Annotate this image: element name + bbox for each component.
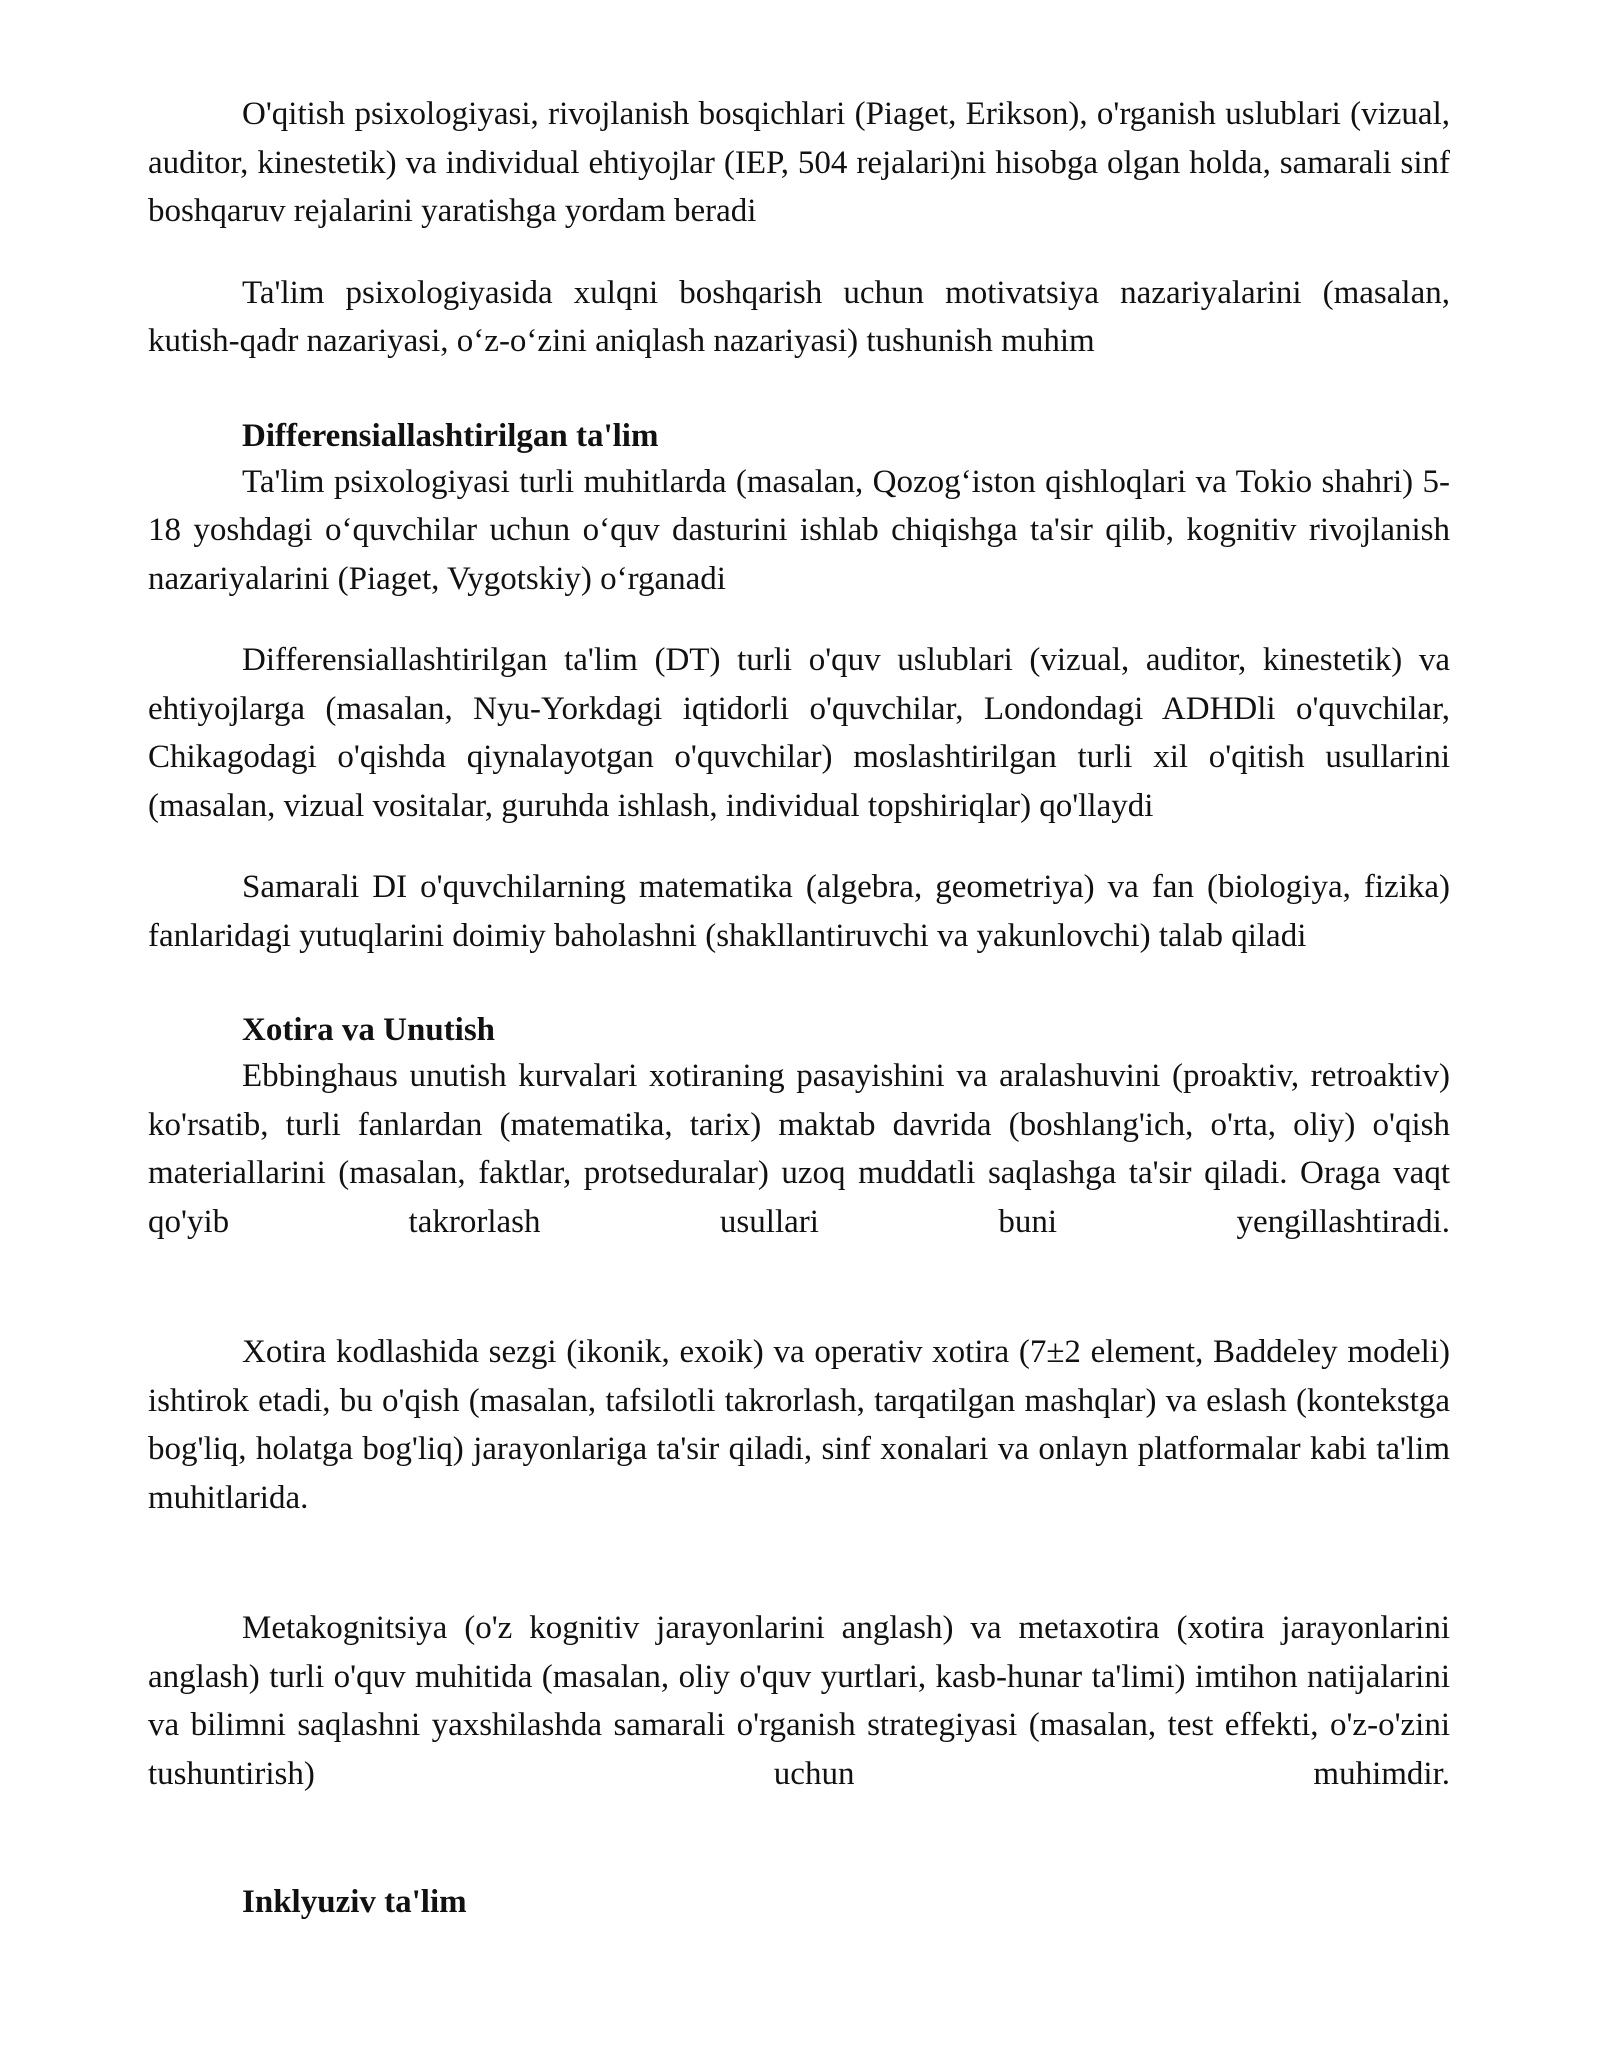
paragraph-differentiated-instruction: Differensiallashtirilgan ta'lim (DT) turli o'quv uslublari (vizual, auditor, kinestetik) va ehtiyojlarga (masalan, Nyu-Yorkdagi iqtidorli o'quvchilar, Londondagi ADHDli o'quvchilar, Chikagodagi o'qishda qiynalayotgan o'quvchilar) moslashtirilgan turli xil o'qitish usullarini (masalan, vizual vositalar, guruhda ishlash, individual topshiriqlar) qo'llaydi (148, 642, 1450, 824)
heading-differentiated-learning: Differensiallashtirilgan ta'lim (242, 417, 659, 454)
paragraph-metacognition: Metakognitsiya (o'z kognitiv jarayonlarini anglash) va metaxotira (xotira jarayonlarini anglash) turli o'quv muhitida (masalan, oliy o'quv yurtlari, kasb-hunar ta'limi) imtihon natijalarini va bilimni saqlashni yaxshilashda samarali o'rganish strategiyasi (masalan, test effekti, o'z-o'zini tushuntirish) uchun muhimdir. (148, 1610, 1450, 1792)
paragraph-motivation-theories: Ta'lim psixologiyasida xulqni boshqarish uchun motivatsiya nazariyalarini (masalan, kutish-qadr nazariyasi, o‘z-o‘zini aniqlash nazariyasi) tushunish muhim (148, 274, 1450, 359)
paragraph-memory-encoding: Xotira kodlashida sezgi (ikonik, exoik) va operativ xotira (7±2 element, Baddeley modeli) ishtirok etadi, bu o'qish (masalan, tafsilotli takrorlash, tarqatilgan mashqlar) va eslash (kontekstga bog'liq, holatga bog'liq) jarayonlariga ta'sir qiladi, sinf xonalari va onlayn platformalar kabi ta'lim muhitlarida. (148, 1334, 1450, 1516)
paragraph-ebbinghaus: Ebbinghaus unutish kurvalari xotiraning pasayishini va aralashuvini (proaktiv, retroaktiv) ko'rsatib, turli fanlardan (matematika, tarix) maktab davrida (boshlang'ich, o'rta, oliy) o'qish materiallarini (masalan, faktlar, protseduralar) uzoq muddatli saqlashga ta'sir qiladi. Oraga vaqt qo'yib takrorlash usullari buni yengillashtiradi. (148, 1058, 1450, 1240)
heading-memory-forgetting: Xotira va Unutish (242, 1012, 496, 1048)
heading-inclusive-education: Inklyuziv ta'lim (242, 1884, 467, 1920)
paragraph-assessment: Samarali DI o'quvchilarning matematika (algebra, geometriya) va fan (biologiya, fizika) fanlaridagi yutuqlarini doimiy baholashni (shakllantiruvchi va yakunlovchi) talab qiladi (148, 869, 1450, 954)
paragraph-classroom-management: O'qitish psixologiyasi, rivojlanish bosqichlari (Piaget, Erikson), o'rganish uslublari (vizual, auditor, kinestetik) va individual ehtiyojlar (IEP, 504 rejalari)ni hisobga olgan holda, samarali sinf boshqaruv rejalarini yaratishga yordam beradi (148, 96, 1450, 229)
paragraph-curriculum-development: Ta'lim psixologiyasi turli muhitlarda (masalan, Qozog‘iston qishloqlari va Tokio shahri) 5-18 yoshdagi o‘quvchilar uchun o‘quv dasturini ishlab chiqishga ta'sir qilib, kognitiv rivojlanish nazariyalarini (Piaget, Vygotskiy) o‘rganadi (148, 463, 1450, 597)
document-page (148, 90, 1450, 1924)
